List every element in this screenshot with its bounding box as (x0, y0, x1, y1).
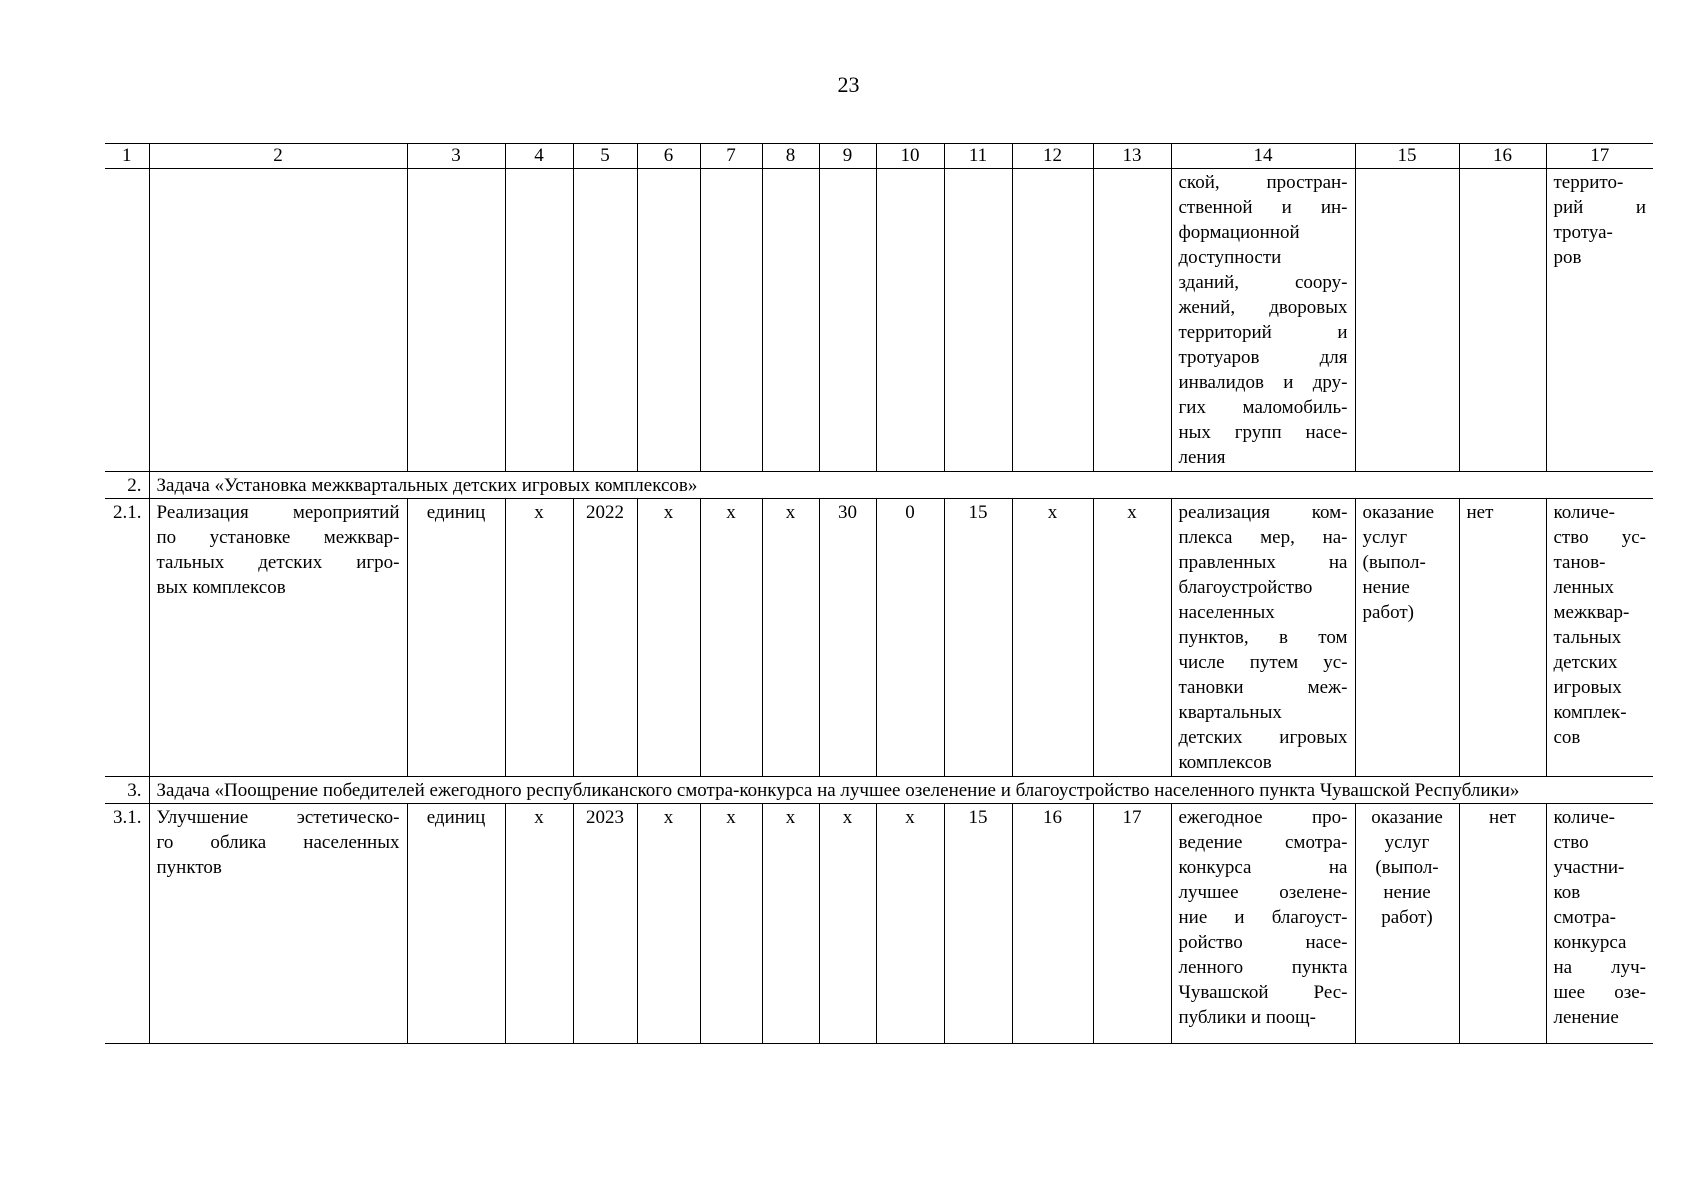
row-2-1-col9: 30 (819, 499, 876, 777)
text-line: смотра- (1553, 907, 1617, 928)
text-line: гих маломобиль- (1178, 397, 1348, 418)
page-number: 23 (837, 72, 860, 97)
text-line: сов (1553, 727, 1581, 748)
text-line: работ) (1362, 602, 1414, 623)
text-line: ние и благоуст- (1178, 907, 1348, 928)
row-3-1-col15 (1355, 804, 1459, 1044)
text-line: ленного пункта (1178, 957, 1348, 978)
text-line: тальных детских игро- (156, 552, 400, 573)
text-line: ственной и ин- (1178, 197, 1348, 218)
row-2-1-number: 2.1. (105, 499, 149, 777)
row-3-1-col6: х (637, 804, 700, 1044)
row-2-1-col10: 0 (876, 499, 944, 777)
text-line: (выпол- (1362, 552, 1426, 573)
table-row-3-1 (105, 804, 1653, 1044)
row-3-1-unit: единиц (407, 804, 505, 1044)
text-line: межквар- (1553, 602, 1630, 623)
text-line: нение (1362, 577, 1410, 598)
text-line: тальных (1553, 627, 1622, 648)
col-number-16: 16 (1459, 144, 1546, 169)
text-line: ство ус- (1553, 527, 1646, 548)
continuation-row (105, 169, 1653, 472)
col-number-2: 2 (149, 144, 407, 169)
text-line: пунктов, в том (1178, 627, 1348, 648)
text-line: зданий, соору- (1178, 272, 1348, 293)
text-line: ленных (1553, 577, 1615, 598)
row-2-1-col15 (1355, 499, 1459, 777)
text-line: правленных на (1178, 552, 1348, 573)
row-2-1-col7: х (700, 499, 762, 777)
text-line: ведение смотра- (1178, 832, 1348, 853)
text-line: по установке межквар- (156, 527, 400, 548)
text-line: террито- (1553, 172, 1624, 193)
col-number-12: 12 (1012, 144, 1093, 169)
text-line: Реализация мероприятий (156, 502, 400, 523)
row-3-1-col9: х (819, 804, 876, 1044)
text-line: игровых (1553, 677, 1622, 698)
col-number-1: 1 (105, 144, 149, 169)
text-line: детских игровых (1178, 727, 1348, 748)
text-line: ской, простран- (1178, 172, 1348, 193)
text-line: на луч- (1553, 957, 1646, 978)
text-line: (выпол- (1375, 857, 1439, 878)
col-number-3: 3 (407, 144, 505, 169)
row-3-1-col7: х (700, 804, 762, 1044)
text-line: тротуа- (1553, 222, 1613, 243)
text-line: комплек- (1553, 702, 1627, 723)
row-2-1-description (1171, 499, 1355, 777)
col-number-5: 5 (573, 144, 637, 169)
text-line: шее озе- (1553, 982, 1646, 1003)
row-2-1-col6: х (637, 499, 700, 777)
text-line: вых комплексов (156, 577, 286, 598)
text-line: оказание (1362, 502, 1435, 523)
row-3-1-number: 3.1. (105, 804, 149, 1044)
task-3-row (105, 777, 1653, 804)
text-line: ков (1553, 882, 1581, 903)
task-2-row (105, 472, 1653, 499)
text-line: конкурса (1553, 932, 1627, 953)
text-line: квартальных (1178, 702, 1282, 723)
text-line: ленение (1553, 1007, 1619, 1028)
text-line: детских (1553, 652, 1618, 673)
text-line: населенных (1178, 602, 1275, 623)
row-2-1-col4: х (505, 499, 573, 777)
row-3-1-col16: нет (1459, 804, 1546, 1044)
text-line: ров (1553, 247, 1582, 268)
text-line: формационной (1178, 222, 1300, 243)
text-line: реализация ком- (1178, 502, 1348, 523)
task-2-number: 2. (105, 472, 149, 499)
text-line: услуг (1362, 527, 1408, 548)
text-line: танов- (1553, 552, 1606, 573)
text-line: ных групп насе- (1178, 422, 1348, 443)
text-line: жений, дворовых (1178, 297, 1348, 318)
text-line: работ) (1381, 907, 1433, 928)
text-line: го облика населенных (156, 832, 400, 853)
col-number-15: 15 (1355, 144, 1459, 169)
col-number-8: 8 (762, 144, 819, 169)
text-line: лучшее озелене- (1178, 882, 1348, 903)
text-line: ления (1178, 447, 1226, 468)
col-number-9: 9 (819, 144, 876, 169)
text-line: участни- (1553, 857, 1625, 878)
col-number-4: 4 (505, 144, 573, 169)
row-2-1-col5: 2022 (573, 499, 637, 777)
row-3-1-col11: 15 (944, 804, 1012, 1044)
text-line: оказание (1371, 807, 1443, 828)
table-row-2-1 (105, 499, 1653, 777)
row-3-1-col4: х (505, 804, 573, 1044)
continuation-col17 (1546, 169, 1653, 472)
text-line: пунктов (156, 857, 222, 878)
program-table (105, 143, 1653, 1044)
row-2-1-indicator (1546, 499, 1653, 777)
row-3-1-col12: 16 (1012, 804, 1093, 1044)
col-number-11: 11 (944, 144, 1012, 169)
row-2-1-col16: нет (1459, 499, 1546, 777)
text-line: инвалидов и дру- (1178, 372, 1348, 393)
row-3-1-col8: х (762, 804, 819, 1044)
text-line: количе- (1553, 502, 1615, 523)
text-line: плекса мер, на- (1178, 527, 1348, 548)
text-line: ство (1553, 832, 1589, 853)
text-line: рий и (1553, 197, 1646, 218)
task-3-number: 3. (105, 777, 149, 804)
row-3-1-activity (149, 804, 407, 1044)
text-line: услуг (1384, 832, 1430, 853)
column-number-header-row (105, 144, 1653, 169)
row-3-1-col5: 2023 (573, 804, 637, 1044)
row-2-1-col12: х (1012, 499, 1093, 777)
text-line: числе путем ус- (1178, 652, 1348, 673)
text-line: публики и поощ- (1178, 1007, 1316, 1028)
row-2-1-col13: х (1093, 499, 1171, 777)
text-line: Чувашской Рес- (1178, 982, 1348, 1003)
row-2-1-unit: единиц (407, 499, 505, 777)
text-line: территорий и (1178, 322, 1348, 343)
text-line: тановки меж- (1178, 677, 1348, 698)
text-line: ежегодное про- (1178, 807, 1348, 828)
text-line: доступности (1178, 247, 1282, 268)
row-3-1-indicator (1546, 804, 1653, 1044)
row-2-1-col8: х (762, 499, 819, 777)
text-line: благоустройство (1178, 577, 1313, 598)
text-line: ройство насе- (1178, 932, 1348, 953)
text-line: конкурса на (1178, 857, 1348, 878)
text-line: тротуаров для (1178, 347, 1348, 368)
col-number-7: 7 (700, 144, 762, 169)
col-number-17: 17 (1546, 144, 1653, 169)
col-number-10: 10 (876, 144, 944, 169)
task-2-title: Задача «Установка межквартальных детских игровых комплексов» (149, 472, 1653, 499)
text-line: комплексов (1178, 752, 1272, 773)
task-3-title: Задача «Поощрение победителей ежегодного республиканского смотра-конкурса на лучшее озеленение и благоустройство населенного пункта Чувашской Республики» (149, 777, 1653, 804)
text-line: нение (1383, 882, 1431, 903)
continuation-col14 (1171, 169, 1355, 472)
row-3-1-col13: 17 (1093, 804, 1171, 1044)
col-number-13: 13 (1093, 144, 1171, 169)
text-line: Улучшение эстетическо- (156, 807, 400, 828)
col-number-14: 14 (1171, 144, 1355, 169)
text-line: количе- (1553, 807, 1615, 828)
col-number-6: 6 (637, 144, 700, 169)
row-2-1-activity (149, 499, 407, 777)
row-3-1-description (1171, 804, 1355, 1044)
row-2-1-col11: 15 (944, 499, 1012, 777)
row-3-1-col10: х (876, 804, 944, 1044)
